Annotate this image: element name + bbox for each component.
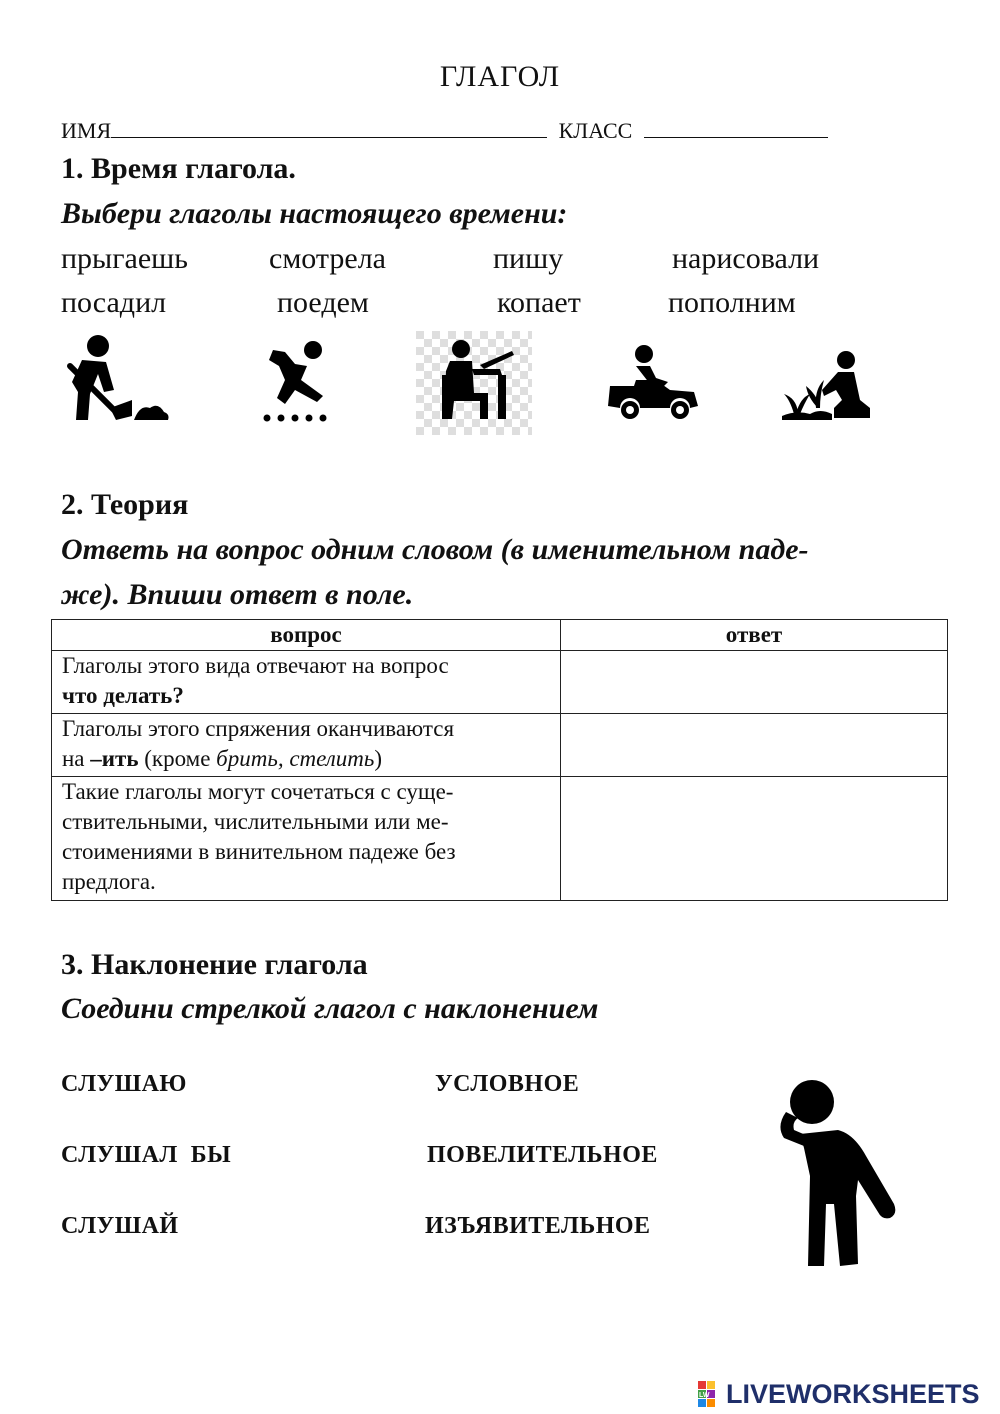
verb-option[interactable]: СЛУШАЛ БЫ: [61, 1142, 232, 1168]
question-line: ствительными, числительными или ме-: [62, 809, 449, 834]
liveworksheets-logo-icon: [698, 1381, 724, 1407]
section2-heading: 2. Теория: [61, 488, 189, 521]
class-label: КЛАСС: [558, 118, 633, 143]
question-suffix: ): [374, 746, 383, 771]
word-option[interactable]: нарисовали: [672, 242, 820, 275]
question-cell: [52, 651, 561, 714]
section3-task: Соедини стрелкой глагол с наклонением: [61, 992, 599, 1025]
jumping-person-icon: [255, 336, 341, 434]
logo-letters: LW: [699, 1392, 710, 1399]
table-row: [52, 651, 948, 714]
question-cell: [52, 777, 561, 901]
word-option[interactable]: пополним: [668, 286, 796, 319]
listening-person-icon: [770, 1076, 904, 1270]
name-input[interactable]: [111, 115, 547, 138]
brand-name: LIVEWORKSHEETS: [726, 1378, 980, 1409]
answer-input[interactable]: [561, 651, 948, 714]
column-header-answer: ответ: [561, 620, 948, 651]
mood-option[interactable]: ПОВЕЛИТЕЛЬНОЕ: [427, 1142, 658, 1168]
answer-input[interactable]: [561, 777, 948, 901]
word-option[interactable]: посадил: [61, 286, 167, 319]
table-row: [52, 777, 948, 901]
section3-heading: 3. Наклонение глагола: [61, 948, 368, 981]
question-text: Глаголы этого спряжения оканчиваются: [62, 716, 455, 741]
question-cell: [52, 714, 561, 777]
liveworksheets-logo: [698, 1374, 980, 1414]
question-mid: (кроме: [138, 746, 217, 771]
driving-car-icon: [606, 344, 700, 424]
verb-option[interactable]: СЛУШАЙ: [61, 1213, 179, 1239]
word-option[interactable]: прыгаешь: [61, 242, 188, 275]
question-line: Такие глаголы могут сочетаться с суще-: [62, 779, 454, 804]
answer-input[interactable]: [561, 714, 948, 777]
section2-task-line1: Ответь на вопрос одним словом (в именительном паде-: [61, 533, 809, 566]
word-option[interactable]: пишу: [493, 242, 564, 275]
mood-option[interactable]: ИЗЪЯВИТЕЛЬНОЕ: [425, 1213, 651, 1239]
question-bold: –ить: [90, 746, 139, 771]
verb-option[interactable]: СЛУШАЮ: [61, 1071, 187, 1097]
word-option[interactable]: поедем: [277, 286, 369, 319]
name-class-row: [61, 115, 828, 144]
digging-person-icon: [60, 332, 172, 424]
question-italic: брить, стелить: [216, 746, 375, 771]
section1-heading: 1. Время глагола.: [61, 152, 296, 185]
question-text: Глаголы этого вида отвечают на вопрос: [62, 653, 449, 678]
question-bold: что делать?: [62, 683, 184, 708]
theory-table: [51, 619, 948, 901]
column-header-question: вопрос: [52, 620, 561, 651]
word-option[interactable]: копает: [497, 286, 581, 319]
section2-task-line2: же). Впиши ответ в поле.: [61, 578, 414, 611]
class-input[interactable]: [644, 115, 828, 138]
question-prefix: на: [62, 746, 91, 771]
table-row: [52, 714, 948, 777]
mood-option[interactable]: УСЛОВНОЕ: [435, 1071, 580, 1097]
word-option[interactable]: смотрела: [269, 242, 386, 275]
page-title: ГЛАГОЛ: [439, 60, 561, 93]
planting-person-icon: [780, 350, 874, 422]
writing-person-icon: [416, 331, 532, 435]
section1-task: Выбери глаголы настоящего времени:: [61, 197, 568, 230]
question-line: предлога.: [62, 869, 156, 894]
name-label: ИМЯ: [61, 118, 112, 143]
question-line: стоимениями в винительном падеже без: [62, 839, 456, 864]
table-header-row: [52, 620, 948, 651]
